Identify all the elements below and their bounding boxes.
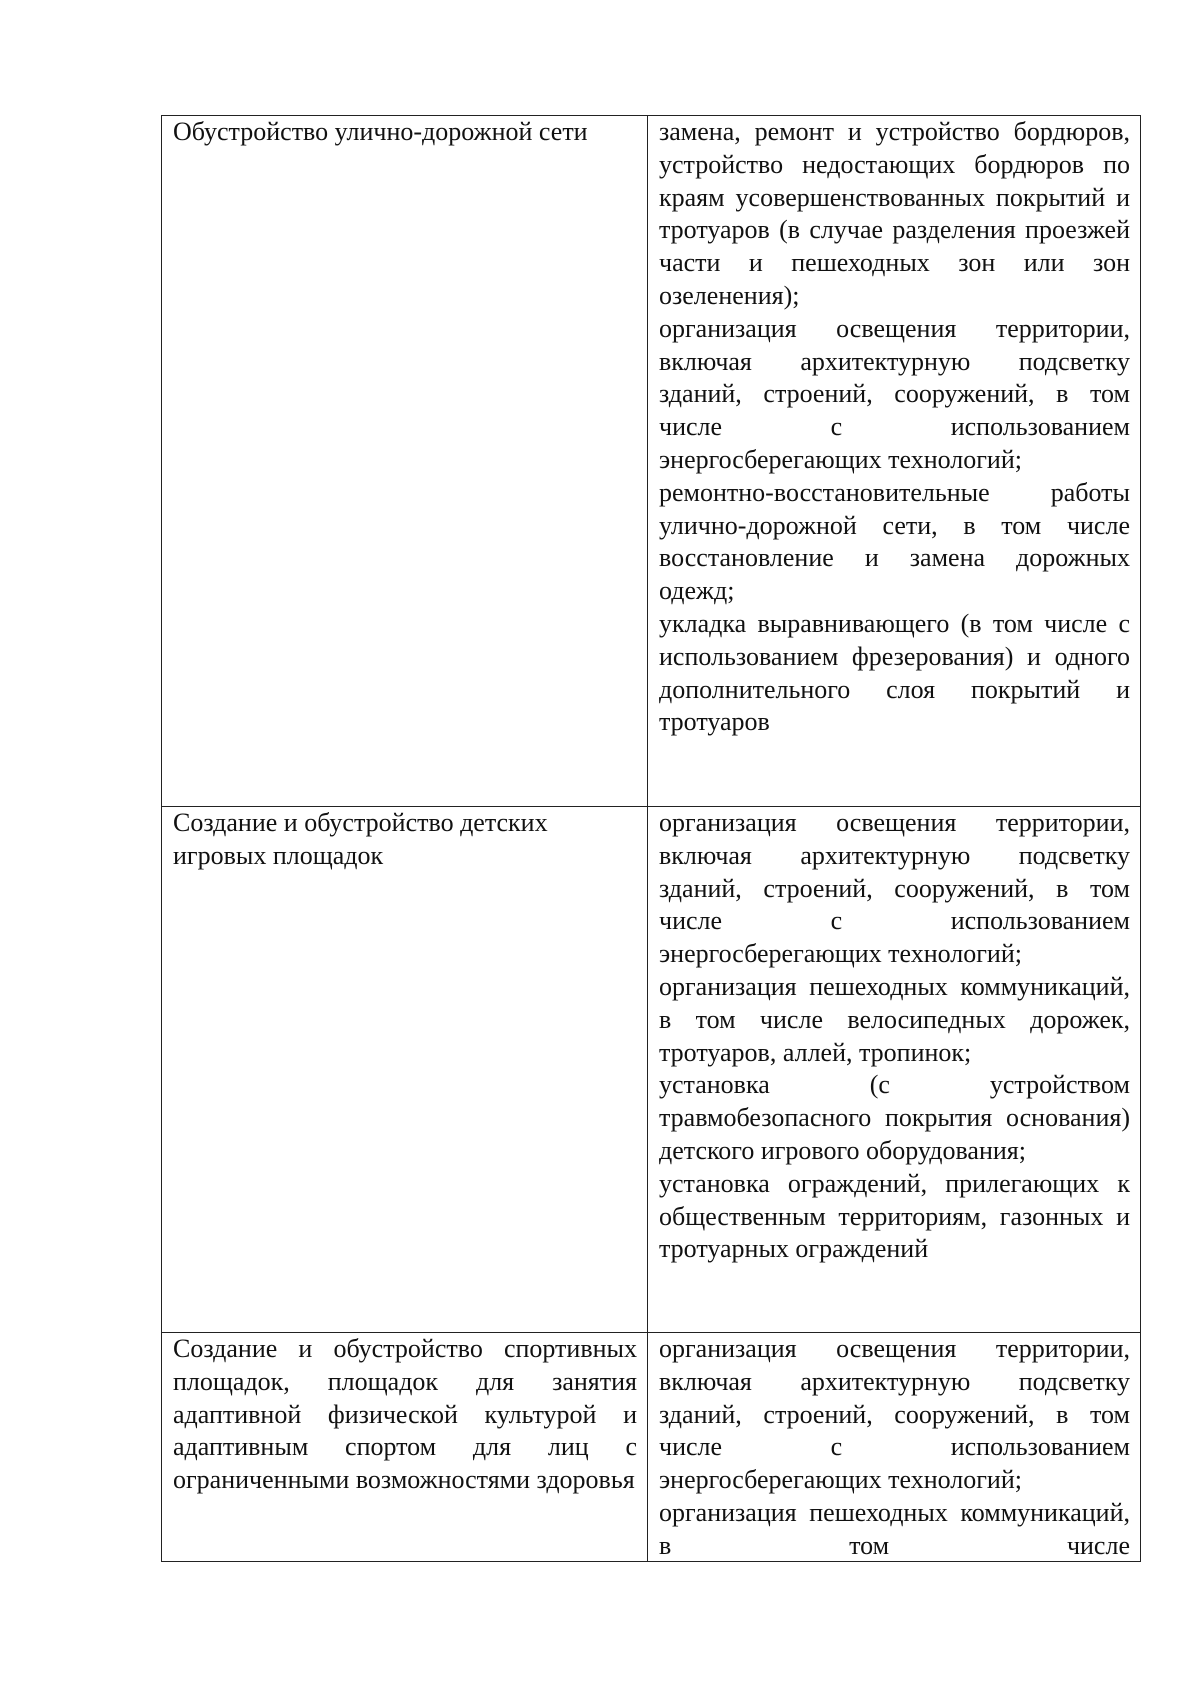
work-item: установка (с устройством травмобезопасного покрытия основания) детского игрового оборудования;	[659, 1070, 1130, 1165]
work-item: организация пешеходных коммуникаций, в том числе	[659, 1497, 1130, 1560]
table-row	[162, 1333, 1141, 1562]
measure-category-cell	[162, 1333, 648, 1562]
table-row	[162, 116, 1141, 807]
measure-category-text: Обустройство улично-дорожной сети	[173, 117, 588, 146]
measure-category-text: Создание и обустройство детских игровых площадок	[173, 808, 548, 870]
measure-works-cell	[648, 807, 1141, 1333]
work-item: ремонтно-восстановительные работы улично-дорожной сети, в том числе восстановление и замена дорожных одежд;	[659, 477, 1130, 606]
work-item: организация пешеходных коммуникаций, в том числе велосипедных дорожек, тротуаров, аллей, тропинок;	[659, 971, 1130, 1067]
measure-works-cell	[648, 1333, 1141, 1562]
measure-works-cell	[648, 116, 1141, 807]
work-item: замена, ремонт и устройство бордюров, устройство недостающих бордюров по краям усовершенствованных покрытий и тротуаров (в случае разделения проезжей части и пешеходных зон или зон озеленения);	[659, 117, 1130, 310]
work-item: организация освещения территории, включая архитектурную подсветку зданий, строений, сооружений, в том числе с использованием энергосберегающих технологий;	[659, 313, 1130, 474]
work-item: установка ограждений, прилегающих к общественным территориям, газонных и тротуарных ограждений	[659, 1168, 1130, 1264]
work-item: укладка выравнивающего (в том числе с использованием фрезерования) и одного дополнительного слоя покрытий и тротуаров	[659, 608, 1130, 737]
measures-table	[161, 115, 1141, 1562]
measure-category-cell	[162, 116, 648, 807]
work-item: организация освещения территории, включая архитектурную подсветку зданий, строений, сооружений, в том числе с использованием энергосберегающих технологий;	[659, 808, 1130, 969]
measure-category-text: Создание и обустройство спортивных площадок, площадок для занятия адаптивной физической культурой и адаптивным спортом для лиц с ограниченными возможностями здоровья	[173, 1334, 637, 1495]
table-row	[162, 807, 1141, 1333]
measure-category-cell	[162, 807, 648, 1333]
work-item: организация освещения территории, включая архитектурную подсветку зданий, строений, сооружений, в том числе с использованием энергосберегающих технологий;	[659, 1334, 1130, 1495]
